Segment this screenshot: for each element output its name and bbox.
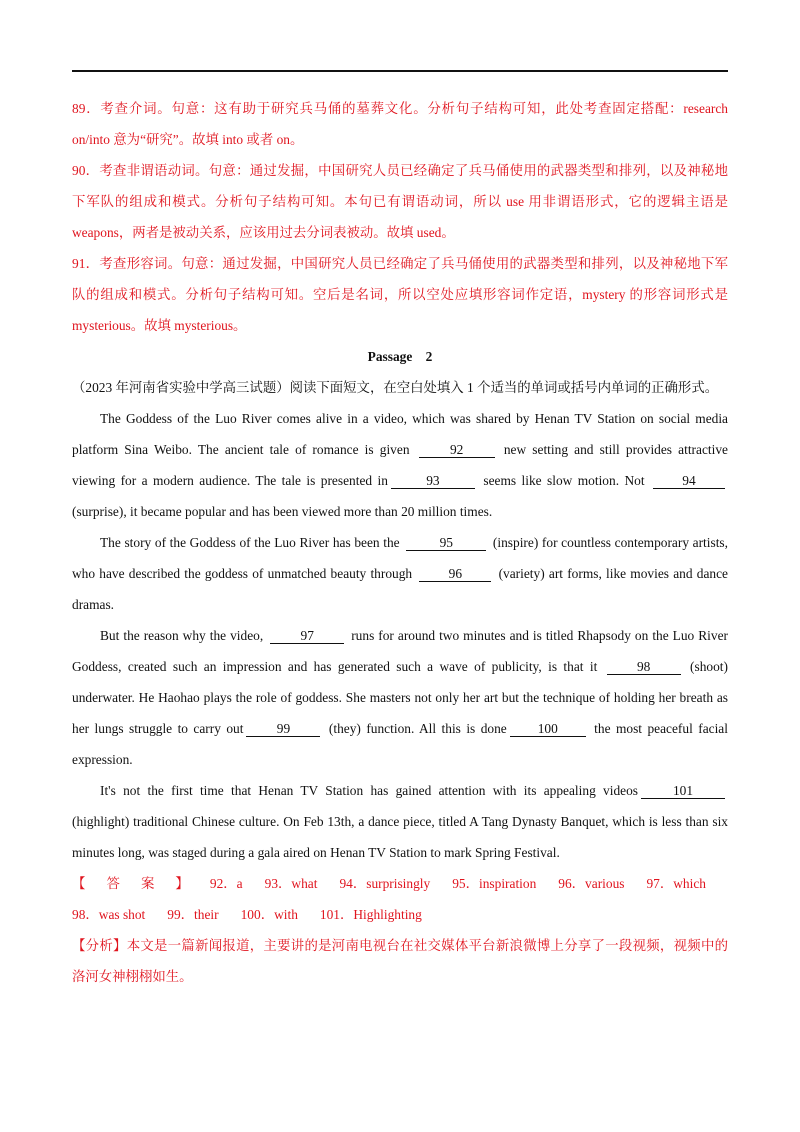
paragraph-2	[72, 527, 728, 620]
blank-92[interactable]: 92	[419, 442, 495, 458]
blank-94[interactable]: 94	[653, 473, 725, 489]
answer-item: 99．their	[167, 907, 219, 922]
explanation-91: 91．考查形容词。句意：通过发掘，中国研究人员已经确定了兵马俑使用的武器类型和排列，以及神秘地下军队的组成和模式。分析句子结构可知。空后是名词，所以空处应填形容词作定语，mystery 的形容词形式是 mysterious。故填 mysterious。	[72, 256, 728, 333]
analysis-label: 【分析】	[72, 938, 127, 953]
answer-item: 96．various	[558, 876, 625, 891]
text-segment: It's not the first time that Henan TV Station has gained attention with its appealing videos	[100, 783, 638, 798]
analysis	[72, 930, 728, 992]
text-segment: (inspire) for countless contemporary artists, who have described the goddess of unmatched beauty through	[72, 535, 728, 581]
text-segment: The story of the Goddess of the Luo River has been the	[100, 535, 400, 550]
paragraph-3	[72, 620, 728, 775]
answer-key	[72, 868, 728, 930]
page-content	[72, 93, 728, 992]
answer-item: 95．inspiration	[452, 876, 537, 891]
blank-95[interactable]: 95	[406, 535, 486, 551]
text-segment: (they) function. All this is done	[328, 721, 507, 736]
answer-label: 【答案】	[72, 876, 210, 891]
text-segment: seems like slow motion. Not	[483, 473, 645, 488]
text-segment: (surprise), it became popular and has been viewed more than 20 million times.	[72, 504, 493, 519]
text-segment: (variety) art forms, like movies and dance dramas.	[72, 566, 728, 612]
analysis-text: 本文是一篇新闻报道，主要讲的是河南电视台在社交媒体平台新浪微博上分享了一段视频，视频中的洛河女神栩栩如生。	[72, 938, 729, 984]
answer-item: 94．surprisingly	[339, 876, 431, 891]
text-segment: The Goddess of the Luo River comes alive in a video, which was shared by Henan TV Station on social media platform Sina Weibo. The ancient tale of romance is given	[72, 411, 728, 457]
answer-item: 101．Highlighting	[319, 907, 422, 922]
answer-item: 100．with	[240, 907, 298, 922]
text-segment: new setting and still provides attractive viewing for a modern audience. The tale is presented in	[72, 442, 728, 488]
explanation-89: 89．考查介词。句意：这有助于研究兵马俑的墓葬文化。分析句子结构可知，此处考查固定搭配：research on/into 意为“研究”。故填 into 或者 on。	[72, 101, 728, 147]
instruction: （2023 年河南省实验中学高三试题）阅读下面短文，在空白处填入 1 个适当的单词或括号内单词的正确形式。	[72, 380, 719, 395]
paragraph-4	[72, 775, 728, 868]
answer-item: 93．what	[264, 876, 318, 891]
answer-item: 97．which	[646, 876, 706, 891]
answer-item: 98．was shot	[72, 907, 146, 922]
header-rule	[72, 70, 728, 72]
text-segment: the most peaceful facial expression.	[72, 721, 728, 767]
text-segment: runs for around two minutes and is titled Rhapsody on the Luo River Goddess, created such an impression and has generated such a wave of publicity, is that it	[72, 628, 728, 674]
blank-101[interactable]: 101	[641, 783, 725, 799]
explanation-90: 90．考查非谓语动词。句意：通过发掘，中国研究人员已经确定了兵马俑使用的武器类型和排列，以及神秘地下军队的组成和模式。分析句子结构可知。本句已有谓语动词，所以 use 用非谓语形式，它的逻辑主语是 weapons，两者是被动关系，应该用过去分词表被动。故填 used。	[72, 163, 728, 240]
blank-99[interactable]: 99	[246, 721, 320, 737]
blank-96[interactable]: 96	[419, 566, 491, 582]
passage-title: Passage 2	[367, 349, 433, 364]
answer-item: 92．a	[209, 876, 243, 891]
text-segment: (shoot) underwater. He Haohao plays the role of goddess. She masters not only her art but the technique of holding her breath as her lungs struggle to carry out	[72, 659, 728, 736]
blank-93[interactable]: 93	[391, 473, 475, 489]
text-segment: But the reason why the video,	[100, 628, 264, 643]
blank-100[interactable]: 100	[510, 721, 586, 737]
paragraph-1	[72, 403, 728, 527]
text-segment: (highlight) traditional Chinese culture. On Feb 13th, a dance piece, titled A Tang Dynasty Banquet, which is less than six minutes long, was staged during a gala aired on Henan TV Station to mark Spring Festival.	[72, 814, 728, 860]
blank-98[interactable]: 98	[607, 659, 681, 675]
blank-97[interactable]: 97	[270, 628, 344, 644]
